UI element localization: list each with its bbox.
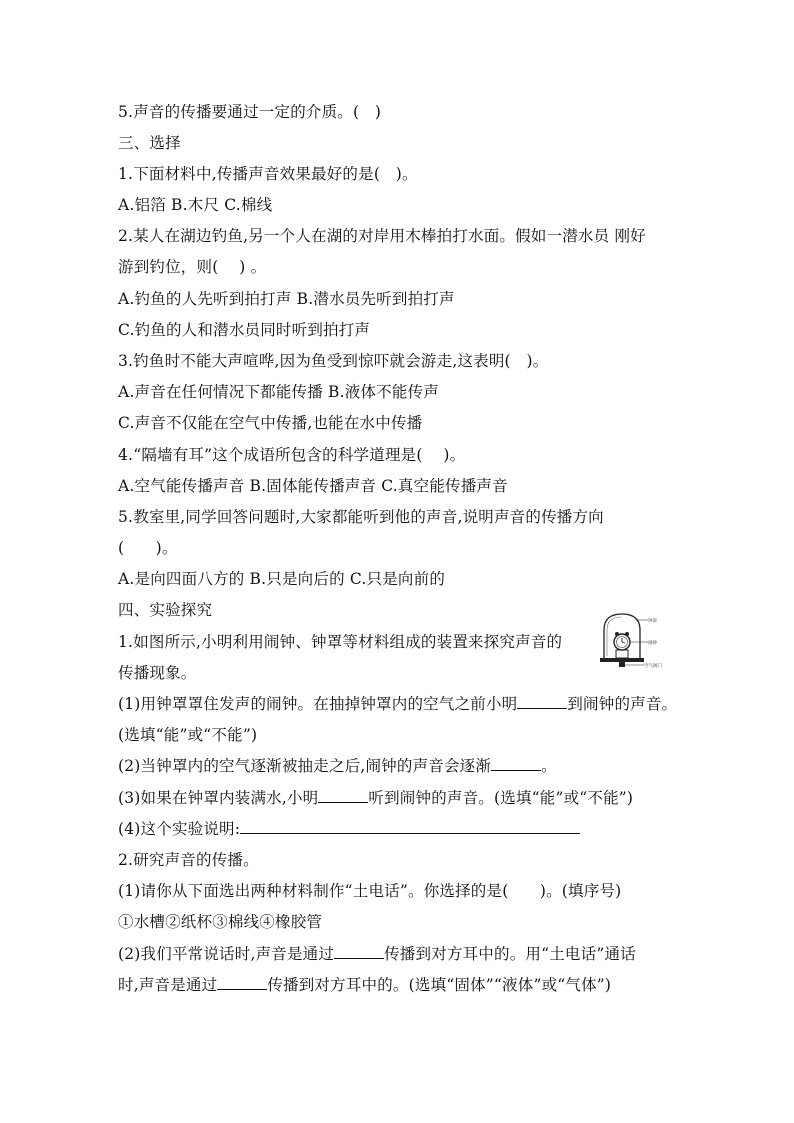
answer-blank[interactable] bbox=[217, 975, 267, 990]
clock-bell-right bbox=[625, 632, 629, 636]
label-bell-jar: 钟罩 bbox=[648, 619, 657, 624]
experiment-1-sub1: (1)用钟罩罩住发声的闹钟。在抽掉钟罩内的空气之前小明 到闹钟的声音。 bbox=[118, 695, 678, 713]
jar-base-plate bbox=[600, 658, 644, 662]
experiment-2-sub2-line2: 时,声音是通过 传播到对方耳中的。(选填“固体”“液体”或“气体”) bbox=[118, 976, 612, 994]
judgement-question-5: 5.声音的传播要通过一定的介质。( ) bbox=[118, 103, 382, 121]
label-air-valve: 空气阀门 bbox=[644, 664, 662, 668]
section-heading-experiment: 四、实验探究 bbox=[118, 601, 213, 619]
answer-blank[interactable] bbox=[318, 788, 368, 803]
choice-question-2-option-c: C.钓鱼的人和潜水员同时听到拍打声 bbox=[118, 321, 371, 339]
choice-question-5-line1: 5.教室里,同学回答问题时,大家都能听到他的声音,说明声音的传播方向 bbox=[118, 508, 604, 526]
choice-question-3-option-c: C.声音不仅能在空气中传播,也能在水中传播 bbox=[118, 414, 423, 432]
section-heading-choice: 三、选择 bbox=[118, 134, 181, 152]
experiment-1-sub2: (2)当钟罩内的空气逐渐被抽走之后,闹钟的声音会逐渐 。 bbox=[118, 757, 557, 775]
answer-blank-long[interactable] bbox=[240, 819, 580, 834]
answer-blank[interactable] bbox=[334, 944, 384, 959]
experiment-2-materials: ①水槽②纸杯③棉线④橡胶管 bbox=[118, 913, 323, 931]
experiment-2-title: 2.研究声音的传播。 bbox=[118, 851, 259, 869]
choice-question-4: 4.“隔墙有耳”这个成语所包含的科学道理是( )。 bbox=[118, 446, 466, 464]
experiment-1-sub4: (4)这个实验说明: bbox=[118, 819, 580, 839]
choice-question-3: 3.钓鱼时不能大声喧哗,因为鱼受到惊吓就会游走,这表明( )。 bbox=[118, 352, 549, 370]
label-alarm-clock: 闹钟 bbox=[648, 641, 657, 646]
experiment-1-line1: 1.如图所示,小明利用闹钟、钟罩等材料组成的装置来探究声音的 bbox=[118, 633, 563, 651]
air-valve-icon bbox=[619, 662, 625, 667]
choice-question-1: 1.下面材料中,传播声音效果最好的是( )。 bbox=[118, 165, 418, 183]
experiment-1-line2: 传播现象。 bbox=[118, 664, 197, 682]
experiment-1-sub3: (3)如果在钟罩内装满水,小明 听到闹钟的声音。(选填“能”或“不能”) bbox=[118, 789, 634, 807]
choice-question-2-line1: 2.某人在湖边钓鱼,另一个人在湖的对岸用木棒拍打水面。假如一潜水员 刚好 bbox=[118, 227, 646, 245]
experiment-1-sub1-hint: (选填“能”或“不能”) bbox=[118, 726, 258, 744]
choice-question-4-options: A.空气能传播声音 B.固体能传播声音 C.真空能传播声音 bbox=[118, 477, 508, 495]
choice-question-5-line2: ( )。 bbox=[118, 539, 178, 557]
clock-stand bbox=[616, 650, 628, 658]
choice-question-3-options-ab: A.声音在任何情况下都能传播 B.液体不能传声 bbox=[118, 383, 439, 401]
experiment-2-sub2-line1: (2)我们平常说话时,声音是通过 传播到对方耳中的。用“土电话”通话 bbox=[118, 945, 636, 963]
answer-blank[interactable] bbox=[517, 694, 567, 709]
choice-question-5-options: A.是向四面八方的 B.只是向后的 C.只是向前的 bbox=[118, 570, 446, 588]
experiment-2-sub1: (1)请你从下面选出两种材料制作“土电话”。你选择的是( )。(填序号) bbox=[118, 882, 622, 900]
choice-question-2-line2: 游到钓位，则( ) 。 bbox=[118, 258, 267, 276]
answer-blank[interactable] bbox=[491, 756, 541, 771]
choice-question-2-options-ab: A.钓鱼的人先听到拍打声 B.潜水员先听到拍打声 bbox=[118, 290, 455, 308]
bell-jar-alarm-clock-figure bbox=[596, 610, 662, 668]
choice-question-1-options: A.铝箔 B.木尺 C.棉线 bbox=[118, 196, 273, 214]
clock-bell-left bbox=[615, 632, 619, 636]
